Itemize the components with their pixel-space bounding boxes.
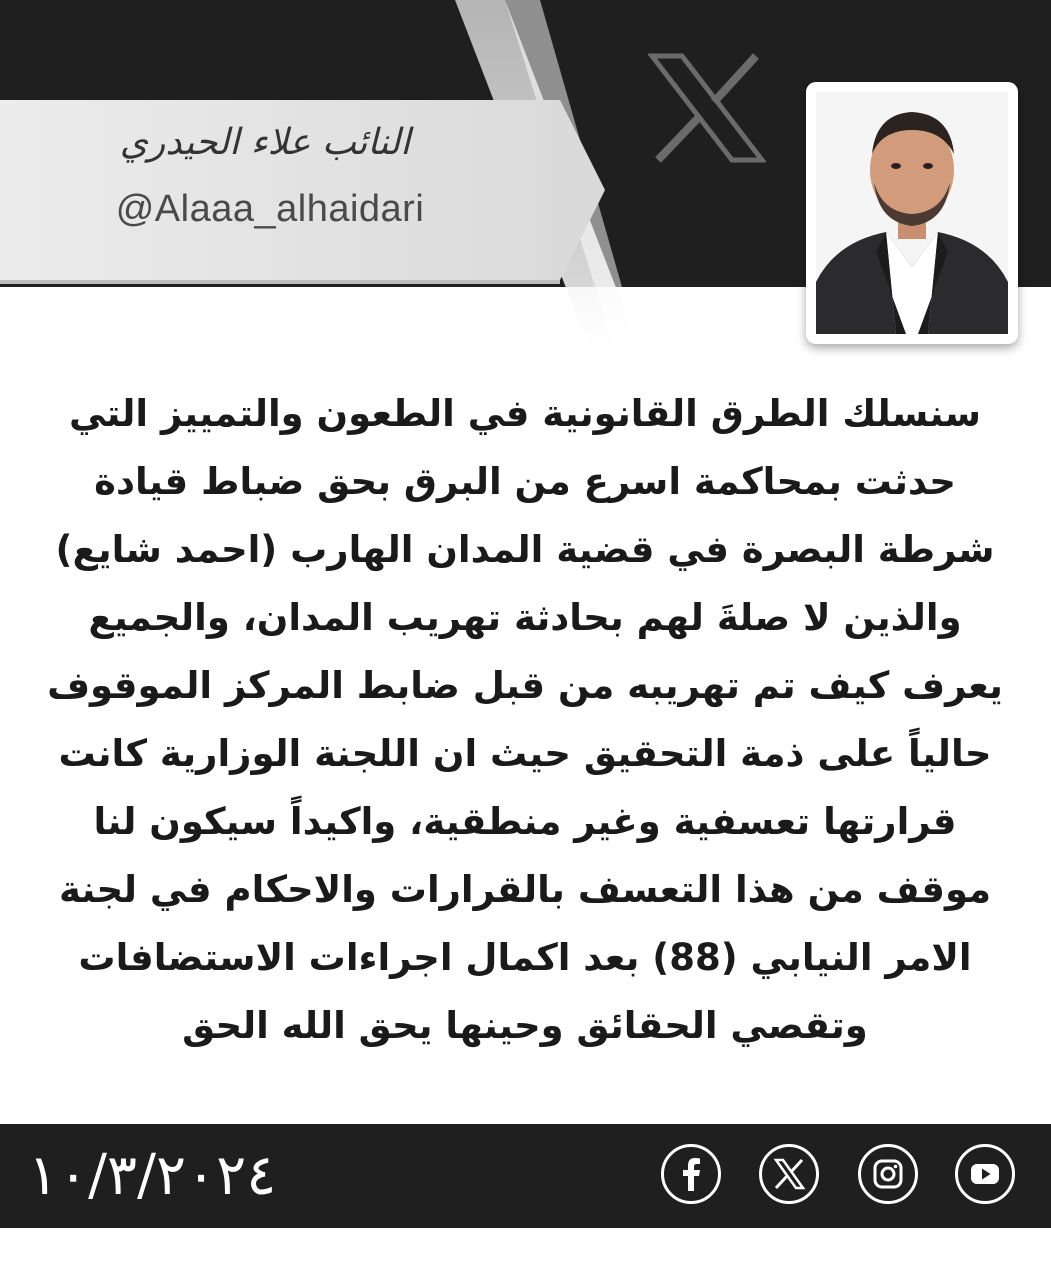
- statement-line: حدثت بمحاكمة اسرع من البرق بحق ضباط قيادة: [94, 460, 956, 503]
- instagram-icon: [861, 1147, 915, 1201]
- x-link[interactable]: [759, 1144, 819, 1204]
- post-date: ١٠/٣/٢٠٢٤: [28, 1143, 277, 1208]
- x-logo-icon: [648, 52, 766, 164]
- statement-line: شرطة البصرة في قضية المدان الهارب (احمد شايع): [55, 528, 995, 571]
- youtube-icon: [958, 1147, 1012, 1201]
- statement-line: وتقصي الحقائق وحينها يحق الله الحق: [182, 1004, 868, 1047]
- footer-bar: [0, 1124, 1051, 1228]
- statement-line: الامر النيابي (88) بعد اكمال اجراءات الاستضافات: [78, 936, 972, 979]
- statement-line: موقف من هذا التعسف بالقرارات والاحكام في لجنة: [58, 868, 992, 911]
- facebook-icon: [664, 1147, 718, 1201]
- avatar: [816, 92, 1008, 334]
- header-handle: @Alaaa_alhaidari: [115, 188, 425, 230]
- facebook-link[interactable]: [661, 1144, 721, 1204]
- statement-line: والذين لا صلةَ لهم بحادثة تهريب المدان، والجميع: [88, 596, 962, 639]
- x-icon: [762, 1147, 816, 1201]
- header-name: النائب علاء الحيدري: [119, 122, 411, 163]
- profile-photo: [816, 92, 1008, 334]
- statement-text: [35, 380, 1015, 1060]
- instagram-link[interactable]: [858, 1144, 918, 1204]
- statement-line: يعرف كيف تم تهريبه من قبل ضابط المركز الموقوف: [47, 664, 1003, 707]
- statement-line: سنسلك الطرق القانونية في الطعون والتمييز التي: [68, 392, 982, 435]
- youtube-link[interactable]: [955, 1144, 1015, 1204]
- statement-line: قرارتها تعسفية وغير منطقية، واكيداً سيكون لنا: [93, 800, 957, 843]
- profile-photo-card: [806, 82, 1018, 344]
- header: [0, 0, 1051, 360]
- statement-line: حالياً على ذمة التحقيق حيث ان اللجنة الوزارية كانت: [58, 732, 992, 775]
